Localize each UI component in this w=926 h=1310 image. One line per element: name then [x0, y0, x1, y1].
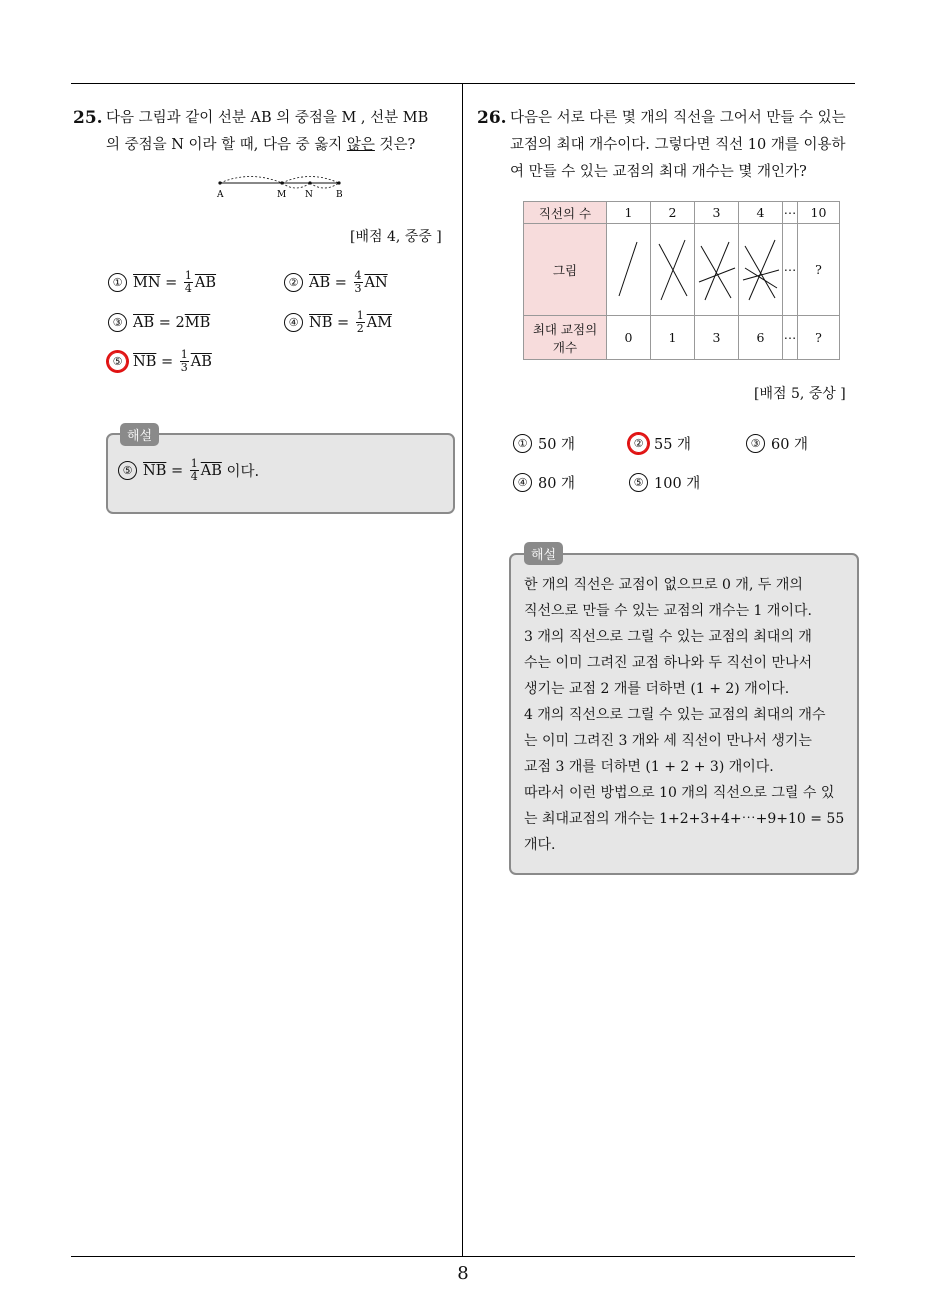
q26-number: 26. — [477, 108, 507, 128]
lines-1-figure — [607, 224, 651, 316]
q26-explanation-text: 한 개의 직선은 교점이 없으므로 0 개, 두 개의 직선으로 만들 수 있는 교점의 개수는 1 개이다. 3 개의 직선으로 그릴 수 있는 교점의 최대의 개 수는 이미 그려진 교점 하나와 두 직선이 만나서 생기는 교점 2 개를 더하면 (1 + 2) 개이다. 4 개의 직선으로 그릴 수 있는 교점의 최대의 개수 는 이미 그려진 3 개와 세 직선이 만나서 생기는 교점 3 개를 더하면 (1 + 2 + 3) 개이다. 따라서 이런 방법으로 10 개의 직선으로 그릴 수 있 는 최대교점의 개수는 1+2+3+4+⋯+9+10 = 55 개다. — [524, 577, 845, 853]
page-number: 8 — [457, 1263, 469, 1284]
q25-option-5[interactable]: ⑤ $\overline{NB}$ = $\frac{1}{3}$ $\overline{AB}$ — [108, 349, 212, 374]
q25-underlined: 않은 — [346, 137, 375, 153]
q26-text: 다음은 서로 다른 몇 개의 직선을 그어서 만들 수 있는 교점의 최대 개수이다. 그렇다면 직선 10 개를 이용하 여 만들 수 있는 교점의 최대 개수는 몇 개인가? — [510, 110, 846, 180]
arc-mn — [282, 183, 310, 188]
q26-option-1[interactable]: ① 50 개 — [513, 433, 575, 454]
point-n — [308, 181, 311, 184]
selected-answer-mark: ⑤ — [108, 352, 127, 371]
point-m — [280, 181, 283, 184]
lines-3-figure — [695, 224, 739, 316]
q26-score: [배점 5, 중상 ] — [754, 386, 846, 402]
arc-nb — [310, 183, 339, 188]
lines-4-figure — [739, 224, 783, 316]
arc-am — [220, 177, 282, 184]
label-m: M — [277, 190, 287, 200]
q25-option-3[interactable]: ③ $\overline{AB}$ = 2 $\overline{MB}$ — [108, 313, 210, 332]
q26-option-2[interactable]: ② 55 개 — [629, 433, 691, 454]
fraction: $\frac{4}{3}$ — [354, 269, 362, 295]
selected-answer-mark: ② — [629, 434, 648, 453]
top-rule — [71, 83, 855, 84]
q25-segment-figure — [212, 168, 352, 200]
label-b: B — [336, 190, 343, 200]
lines-2-figure — [651, 224, 695, 316]
q26-option-3[interactable]: ③ 60 개 — [746, 433, 808, 454]
q25-line2: 의 중점을 N 이라 할 때, 다음 중 옳지 않은 것은? — [106, 137, 416, 153]
fraction: $\frac{1}{2}$ — [356, 309, 364, 335]
point-a — [218, 181, 221, 184]
q25-option-1[interactable]: ① $\overline{MN}$ = $\frac{1}{4}$ $\overline{AB}$ — [108, 270, 216, 295]
q25-option-2[interactable]: ② $\overline{AB}$ = $\frac{4}{3}$ $\overline{AN}$ — [284, 270, 388, 295]
q25-line1: 다음 그림과 같이 선분 AB 의 중점을 M , 선분 MB — [106, 110, 429, 126]
q25-text — [106, 105, 456, 159]
bottom-rule — [71, 1256, 855, 1257]
q26-intersection-table: 직선의 수 1 2 3 4 ⋯ 10 그림 ⋯ ? 최대 교점의 개수 0 1 3 6 ⋯ ? — [523, 201, 840, 360]
column-divider — [462, 83, 463, 1257]
fraction: $\frac{1}{4}$ — [184, 269, 192, 295]
q25-option-4[interactable]: ④ $\overline{NB}$ = $\frac{1}{2}$ $\overline{AM}$ — [284, 310, 392, 335]
q25-score: [배점 4, 중중 ] — [350, 229, 442, 245]
q26-option-5[interactable]: ⑤ 100 개 — [629, 472, 700, 493]
point-b — [337, 181, 340, 184]
fraction: $\frac{1}{3}$ — [180, 348, 188, 374]
q25-explanation-text: ⑤ $\overline{NB}$ = $\frac{1}{4}$ $\overline{AB}$ 이다. — [118, 458, 259, 483]
label-n: N — [305, 190, 313, 200]
q26-option-4[interactable]: ④ 80 개 — [513, 472, 575, 493]
label-a: A — [217, 190, 224, 200]
q25-explanation-label: 해설 — [120, 423, 159, 446]
fraction: $\frac{1}{4}$ — [190, 457, 198, 483]
q26-explanation-label: 해설 — [524, 542, 563, 565]
q25-number: 25. — [73, 108, 103, 128]
